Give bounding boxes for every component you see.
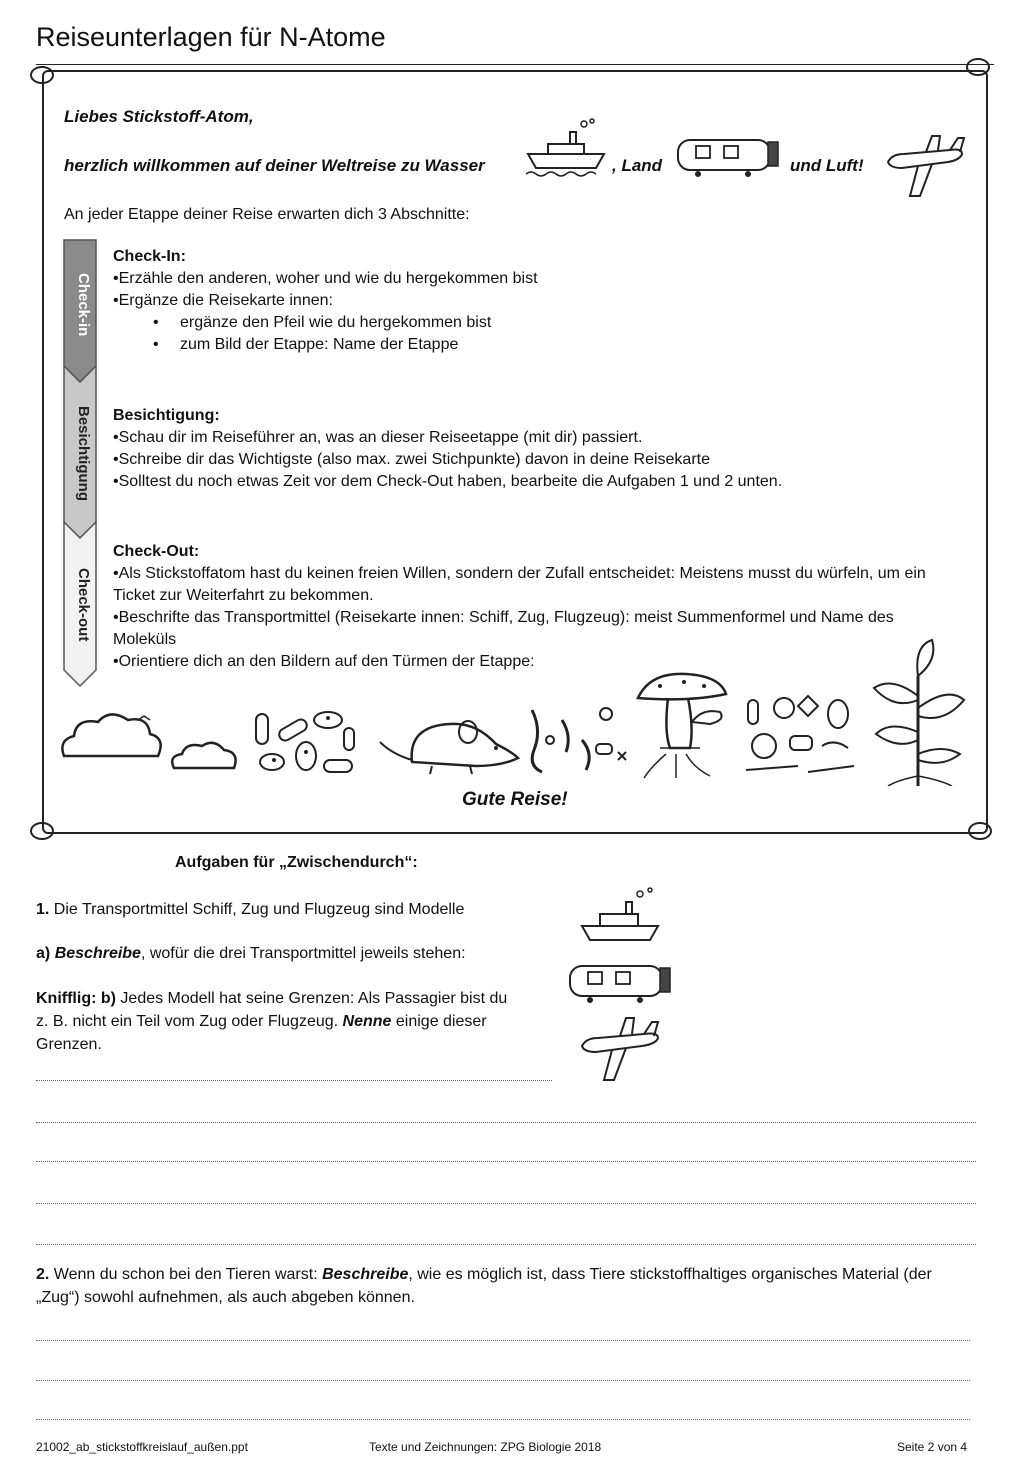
check-out-line: •Als Stickstoffatom hast du keinen freien Willen, sondern der Zufall entscheidet: Meistens musst du würfeln, um ein Ticket zur Weiterfahrt zu bekommen.: [113, 565, 926, 604]
besichtigung-line: •Schreibe dir das Wichtigste (also max. zwei Stichpunkte) davon in deine Reisekarte: [113, 451, 710, 468]
frame-curl-top-left: [30, 66, 54, 84]
tab-besichtigung: Besichtigung: [75, 406, 92, 502]
plant-icon: [868, 636, 968, 786]
tasks-heading: Aufgaben für „Zwischendurch“:: [175, 854, 418, 871]
check-in-sub-item: • ergänze den Pfeil wie du hergekommen bist: [153, 314, 492, 331]
welcome-text-3: und Luft!: [790, 156, 864, 175]
tab-check-out: Check-out: [75, 568, 92, 642]
task-2: [36, 1263, 966, 1309]
besichtigung-line: •Solltest du noch etwas Zeit vor dem Check-Out haben, bearbeite die Aufgaben 1 und 2 unten.: [113, 473, 783, 490]
check-in-heading: Check-In:: [113, 248, 186, 265]
answer-line[interactable]: [36, 1080, 552, 1081]
page-title: Reiseunterlagen für N-Atome: [36, 22, 386, 52]
train-icon: [676, 136, 782, 178]
task-1b-verb: Nenne: [342, 1013, 392, 1030]
check-in-section: [113, 246, 973, 356]
besichtigung-section: [113, 405, 973, 493]
greeting: Liebes Stickstoff-Atom,: [64, 107, 254, 126]
task-2-text-2: , wie es möglich ist, dass Tiere stickstoffhaltiges organisches Material (der „Zug“) sowohl aufnehmen, als auch abgeben können.: [36, 1266, 932, 1306]
ship-icon: [522, 118, 610, 180]
mushroom-icon: [630, 668, 736, 782]
decomposers-icon: [738, 690, 860, 780]
ship-icon: [578, 886, 664, 948]
task-2-verb: Beschreibe: [322, 1266, 409, 1283]
airplane-icon: [882, 130, 966, 200]
check-in-sub-item: • zum Bild der Etappe: Name der Etappe: [153, 336, 459, 353]
intro-text: An jeder Etappe deiner Reise erwarten dich 3 Abschnitte:: [64, 206, 470, 223]
welcome-text-1: herzlich willkommen auf deiner Weltreise zu Wasser: [64, 156, 485, 175]
train-icon: [568, 962, 674, 1004]
bacteria-icon: [248, 700, 368, 784]
task-1b-text-1: Jedes Modell hat seine Grenzen: Als Passagier bist du z. B. nicht ein Teil vom Zug oder Flugzeug.: [36, 990, 508, 1030]
footer-filename: 21002_ab_stickstoffkreislauf_außen.ppt: [36, 1440, 248, 1454]
task-1b-label: Knifflig: b): [36, 990, 116, 1007]
frame-curl-bottom-right: [968, 822, 992, 840]
soil-organisms-icon: [522, 700, 632, 780]
answer-line[interactable]: [36, 1340, 970, 1341]
frame-curl-top-right: [966, 58, 990, 76]
task-1a-text: , wofür die drei Transportmittel jeweils stehen:: [140, 945, 466, 962]
task-1a-label: a): [36, 945, 51, 962]
check-out-heading: Check-Out:: [113, 543, 200, 560]
besichtigung-heading: Besichtigung:: [113, 407, 220, 424]
task-1b-text-2: einige dieser Grenzen.: [36, 1013, 487, 1053]
answer-line[interactable]: [36, 1419, 970, 1420]
check-in-line: •Erzähle den anderen, woher und wie du hergekommen bist: [113, 270, 538, 287]
task-2-text-1: Wenn du schon bei den Tieren warst:: [49, 1266, 323, 1283]
airplane-icon: [578, 1012, 664, 1082]
frame-curl-bottom-left: [30, 822, 54, 840]
task-1a-verb: Beschreibe: [54, 945, 141, 962]
clouds-icon: [58, 706, 244, 778]
title-rule: [36, 64, 994, 65]
besichtigung-line: •Schau dir im Reiseführer an, was an dieser Reiseetappe (mit dir) passiert.: [113, 429, 643, 446]
check-in-line: •Ergänze die Reisekarte innen:: [113, 292, 333, 309]
check-out-section: [113, 541, 948, 673]
closing-text: Gute Reise!: [462, 789, 568, 810]
answer-line[interactable]: [36, 1203, 976, 1204]
task-1: [36, 899, 516, 1056]
footer-credits: Texte und Zeichnungen: ZPG Biologie 2018: [369, 1440, 602, 1454]
task-1-number: 1.: [36, 901, 50, 918]
welcome-text-2: , Land: [612, 156, 663, 175]
answer-line[interactable]: [36, 1161, 976, 1162]
check-out-line: •Orientiere dich an den Bildern auf den Türmen der Etappe:: [113, 653, 535, 670]
mouse-icon: [372, 706, 524, 778]
answer-line[interactable]: [36, 1380, 970, 1381]
answer-line[interactable]: [36, 1122, 976, 1123]
answer-line[interactable]: [36, 1244, 976, 1245]
check-out-line: •Beschrifte das Transportmittel (Reisekarte innen: Schiff, Zug, Flugzeug): meist Summenformel und Name des Moleküls: [113, 609, 894, 648]
task-2-number: 2.: [36, 1266, 50, 1283]
tab-check-in: Check-in: [75, 273, 92, 337]
task-1-text: Die Transportmittel Schiff, Zug und Flugzeug sind Modelle: [49, 901, 465, 918]
footer-page-number: Seite 2 von 4: [897, 1440, 968, 1454]
